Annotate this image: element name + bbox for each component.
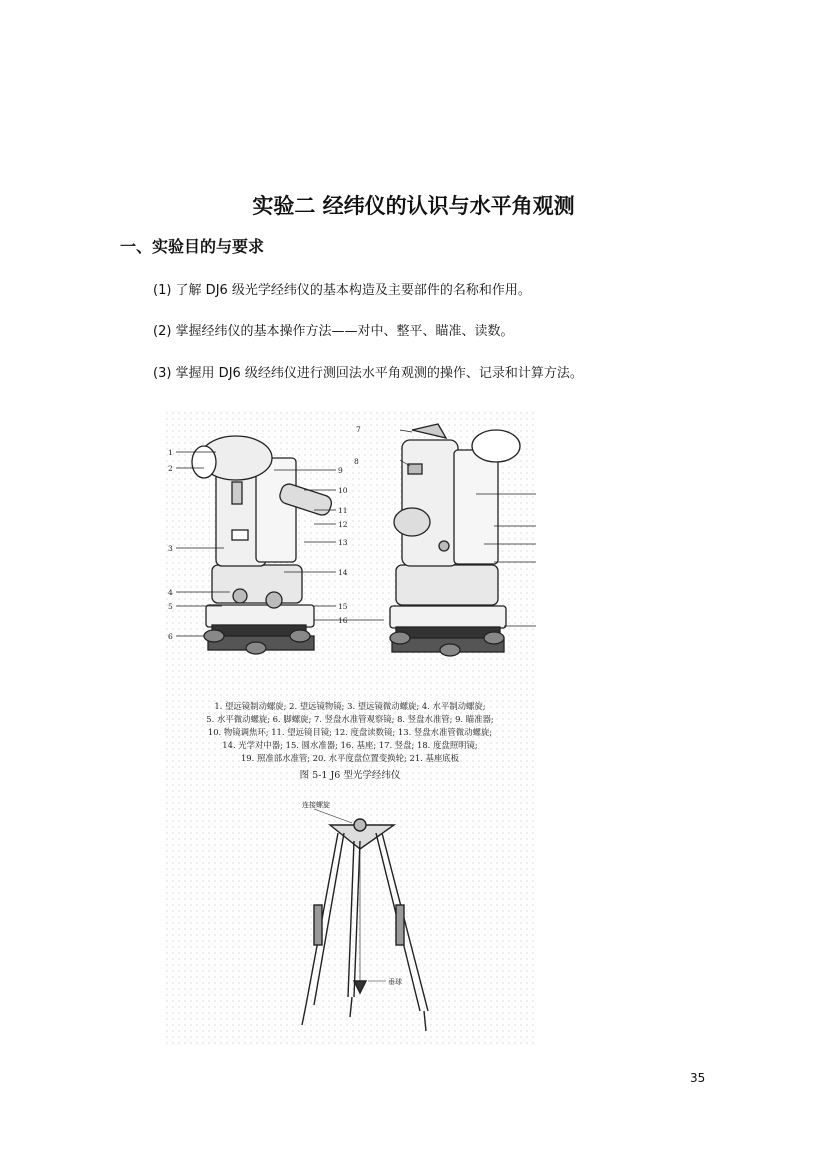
connect-screw-label: 连接螺旋 (302, 801, 330, 809)
theodolite-figure (164, 410, 536, 1046)
tripod-illustration (164, 785, 536, 1045)
callout-label: 16 (338, 616, 348, 625)
requirement-item-2: (2) 掌握经纬仪的基本操作方法——对中、整平、瞄准、读数。 (153, 324, 514, 339)
plumb-bob-label: 垂球 (388, 978, 402, 986)
page-number: 35 (690, 1071, 706, 1085)
legend-line-5: 19. 照准部水准管; 20. 水平度盘位置变换轮; 21. 基座底板 (240, 753, 460, 763)
callout-label: 11 (338, 506, 348, 515)
figure-caption: 图 5-1 J6 型光学经纬仪 (299, 770, 401, 781)
callout-label: 9 (338, 466, 343, 475)
requirement-item-1: (1) 了解 DJ6 级光学经纬仪的基本构造及主要部件的名称和作用。 (153, 283, 531, 298)
legend-line-1: 1. 望远镜制动螺旋; 2. 望远镜物镜; 3. 望远镜微动螺旋; 4. 水平制动螺旋; (214, 701, 486, 711)
legend-line-3: 10. 物镜调焦环; 11. 望远镜目镜; 12. 度盘读数镜; 13. 竖盘水准管微动螺旋; (207, 727, 493, 737)
callout-label: 6 (168, 632, 173, 641)
callout-label: 13 (338, 538, 348, 547)
page-title: 实验二 经纬仪的认识与水平角观测 (252, 193, 575, 218)
requirement-item-3: (3) 掌握用 DJ6 级经纬仪进行测回法水平角观测的操作、记录和计算方法。 (153, 366, 583, 381)
callout-label: 4 (168, 588, 173, 597)
legend-line-4: 14. 光学对中器; 15. 圆水准器; 16. 基座; 17. 竖盘; 18. 度盘照明镜; (222, 740, 478, 750)
callout-label: 15 (338, 602, 348, 611)
callout-label: 5 (168, 602, 173, 611)
callout-label: 3 (168, 544, 173, 553)
callout-label: 10 (338, 486, 348, 495)
callout-label: 8 (354, 457, 359, 466)
callout-label: 7 (356, 425, 361, 434)
section-heading: 一、实验目的与要求 (120, 237, 265, 256)
callout-label: 12 (338, 520, 348, 529)
callout-label: 1 (168, 448, 173, 457)
callout-label: 2 (168, 464, 173, 473)
callout-label: 14 (338, 568, 348, 577)
legend-line-2: 5. 水平微动螺旋; 6. 脚螺旋; 7. 竖盘水准管观察镜; 8. 竖盘水准管; 9. 瞄准器; (206, 714, 494, 724)
